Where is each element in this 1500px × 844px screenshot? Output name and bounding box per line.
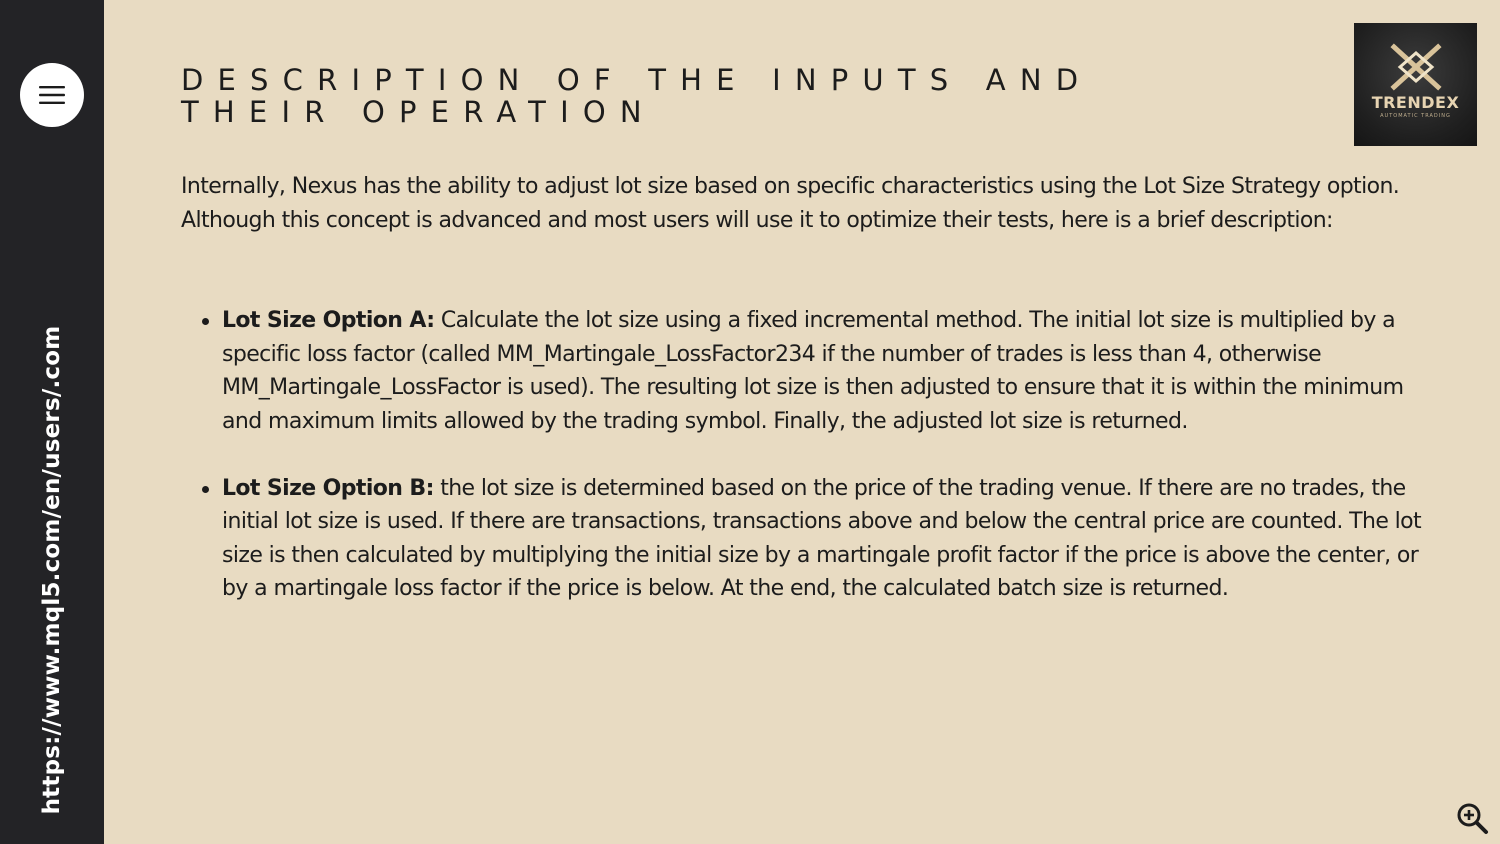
- lot-size-options-list: [181, 304, 1441, 606]
- logo-name: TRENDEX: [1371, 93, 1460, 112]
- option-b-label: Lot Size Option B:: [222, 475, 434, 501]
- zoom-in-icon: [1456, 802, 1490, 836]
- option-a-label: Lot Size Option A:: [222, 308, 435, 333]
- trendex-logo: [1354, 23, 1477, 146]
- page-title: [181, 64, 1181, 128]
- page-title-line2: THEIR OPERATION: [181, 95, 656, 129]
- trendex-emblem-icon: [1386, 41, 1446, 93]
- zoom-button[interactable]: [1456, 802, 1490, 836]
- list-item-option-b: [181, 472, 1441, 606]
- sidebar: [0, 0, 104, 844]
- intro-paragraph: Internally, Nexus has the ability to adjust lot size based on specific characteristics using the Lot Size Strategy option. Although this concept is advanced and most users will use it to optimize their tests, here is a brief description:: [181, 174, 1400, 233]
- profile-url-link[interactable]: https://www.mql5.com/en/users/.com: [39, 325, 65, 815]
- logo-tagline: AUTOMATIC TRADING: [1380, 113, 1451, 119]
- hamburger-menu-icon: [39, 85, 65, 105]
- list-item-option-a: [181, 304, 1441, 438]
- option-a-text: Calculate the lot size using a fixed incremental method. The initial lot size is multiplied by a specific loss factor (called MM_Martingale_LossFactor234 if the number of trades is less than 4, otherwise MM_Martingale_LossFactor is used). The resulting lot size is then adjusted to ensure that it is within the minimum and maximum limits allowed by the trading symbol. Finally, the adjusted lot size is returned.: [222, 308, 1404, 434]
- menu-button[interactable]: [20, 63, 84, 127]
- option-b-text: the lot size is determined based on the price of the trading venue. If there are no trades, the initial lot size is used. If there are transactions, transactions above and below the central price are counted. The lot size is then calculated by multiplying the initial size by a martingale profit factor if the price is above the center, or by a martingale loss factor if the price is below. At the end, the calculated batch size is returned.: [222, 475, 1422, 601]
- page-title-line1: DESCRIPTION OF THE INPUTS AND: [181, 63, 1093, 97]
